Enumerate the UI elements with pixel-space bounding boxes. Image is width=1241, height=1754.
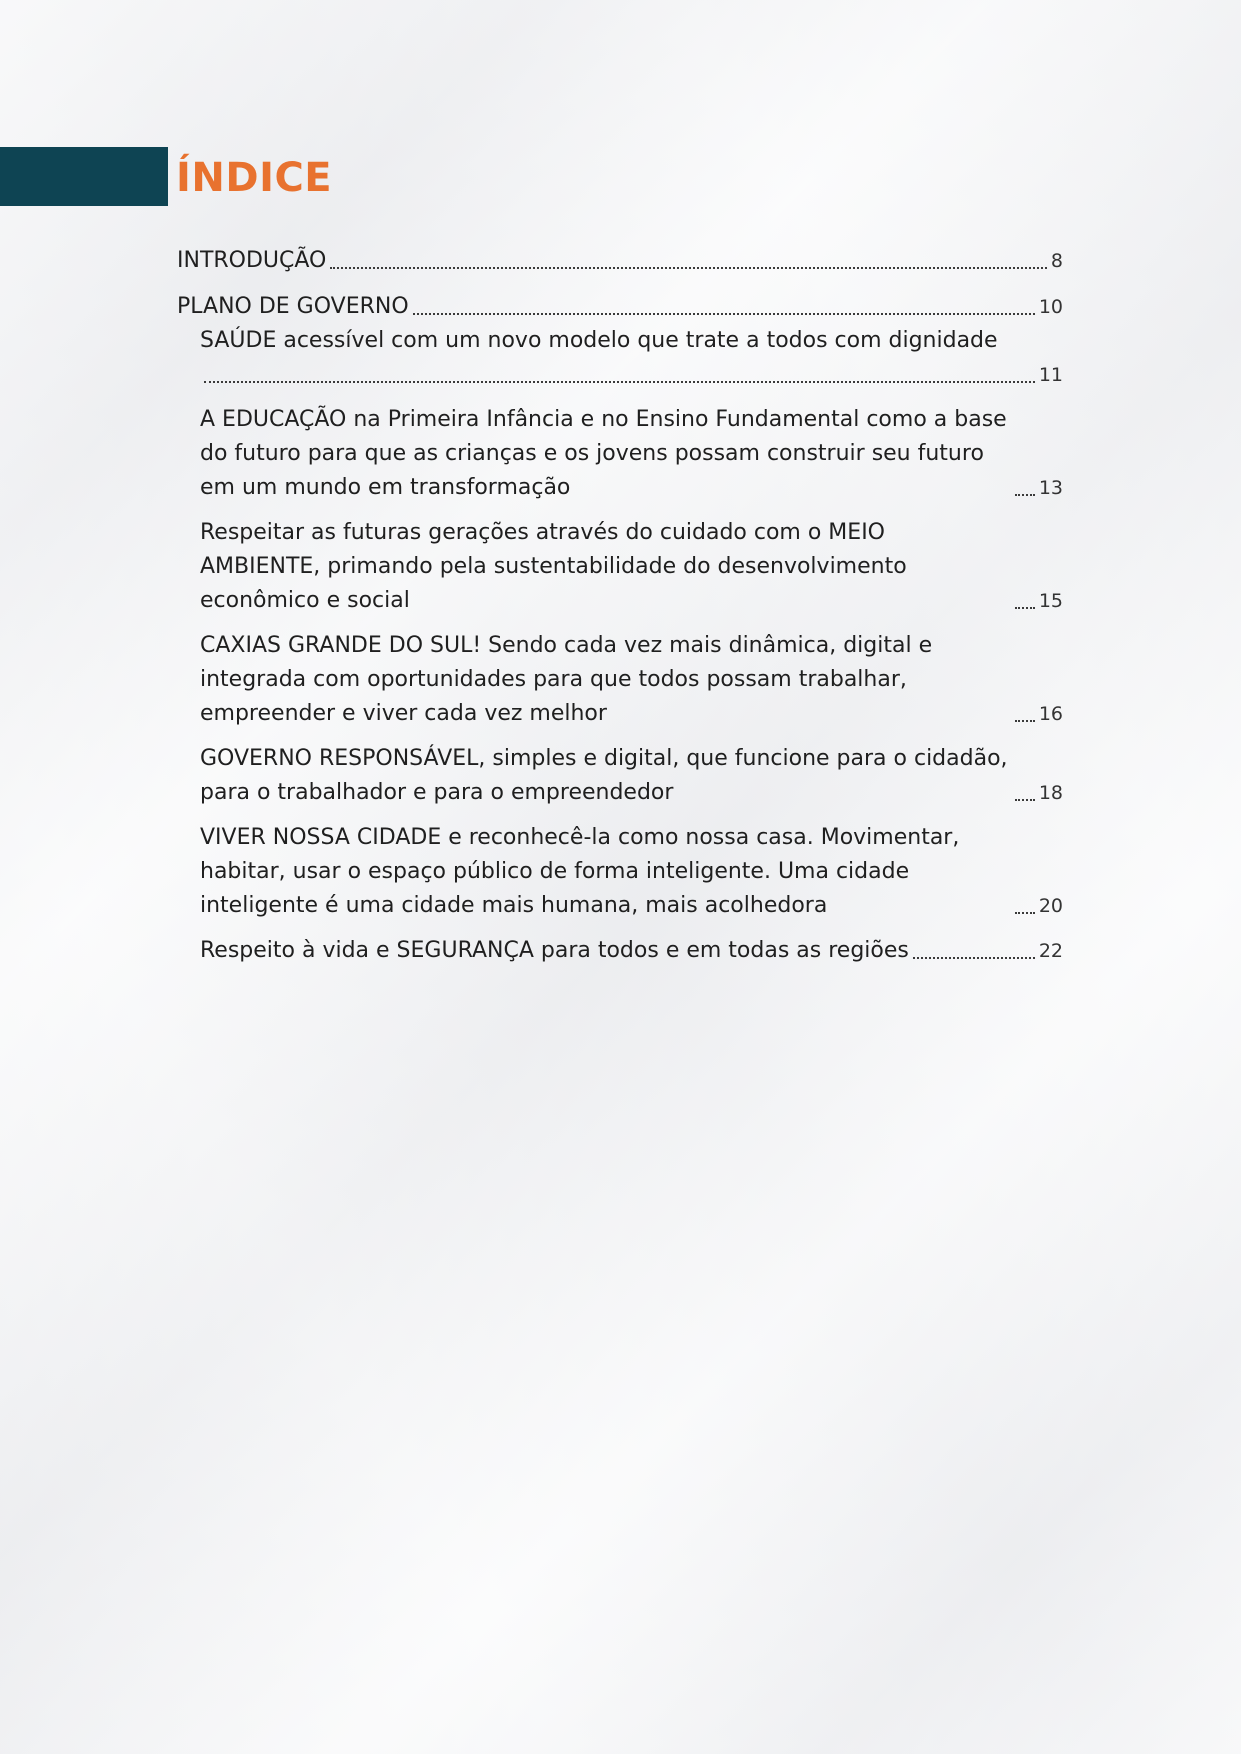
toc-entry-meio-ambiente[interactable]	[200, 516, 1063, 618]
toc-entry-introducao[interactable]	[177, 232, 1063, 278]
dot-leader	[413, 313, 1035, 315]
toc-entry-label: A EDUCAÇÃO na Primeira Infância e no Ensino Fundamental como a base do futuro para que as crianças e os jovens possam construir seu futuro em um mundo em transformação	[200, 407, 1007, 500]
toc-entry-label: Respeitar as futuras gerações através do cuidado com o MEIO AMBIENTE, primando pela sustentabilidade do desenvolvimento econômico e social	[200, 520, 907, 613]
toc-entry-label: VIVER NOSSA CIDADE e reconhecê-la como nossa casa. Movimentar, habitar, usar o espaço público de forma inteligente. Uma cidade inteligente é uma cidade mais humana, mais acolhedora	[200, 825, 960, 918]
dot-leader	[1015, 720, 1035, 722]
toc-page-number: 11	[1038, 364, 1063, 386]
toc-entry-label: CAXIAS GRANDE DO SUL! Sendo cada vez mais dinâmica, digital e integrada com oportunidades para que todos possam trabalhar, empreender e viver cada vez melhor	[200, 633, 933, 726]
toc-page-number: 16	[1038, 703, 1063, 725]
toc-page-number: 20	[1038, 895, 1063, 917]
toc-entry-label: GOVERNO RESPONSÁVEL, simples e digital, que funcione para o cidadão, para o trabalhador e para o empreendedor	[200, 746, 1008, 805]
toc-entry-viver-nossa-cidade[interactable]	[200, 821, 1063, 923]
toc-entry-label: PLANO DE GOVERNO	[177, 294, 409, 319]
dot-leader	[1015, 607, 1035, 609]
toc-entry-governo-responsavel[interactable]	[200, 742, 1063, 810]
toc-entry-educacao[interactable]	[200, 403, 1063, 505]
toc-page-number: 10	[1038, 296, 1063, 318]
dot-leader	[330, 267, 1047, 269]
toc-page-number: 18	[1038, 782, 1063, 804]
toc-leader-line	[200, 358, 1063, 392]
toc-page-number: 22	[1038, 940, 1063, 962]
table-of-contents	[177, 232, 1063, 968]
dot-leader	[204, 381, 1035, 383]
toc-entry-label: Respeito à vida e SEGURANÇA para todos e em todas as regiões	[200, 938, 909, 963]
toc-entry-caxias-grande-do-sul[interactable]	[200, 629, 1063, 731]
dot-leader	[1015, 912, 1035, 914]
toc-entry-plano-de-governo[interactable]	[177, 278, 1063, 324]
dot-leader	[1015, 799, 1035, 801]
toc-entry-label: INTRODUÇÃO	[177, 248, 327, 273]
toc-page-number: 13	[1038, 477, 1063, 499]
toc-page-number: 8	[1050, 250, 1063, 272]
page-title: ÍNDICE	[176, 155, 333, 201]
toc-entry-seguranca[interactable]	[200, 934, 1063, 968]
toc-entry-label: SAÚDE acessível com um novo modelo que trate a todos com dignidade	[200, 328, 998, 353]
toc-entry-saude[interactable]	[200, 324, 1063, 392]
dot-leader	[1015, 494, 1035, 496]
dot-leader	[913, 957, 1035, 959]
toc-page-number: 15	[1038, 590, 1063, 612]
title-accent-bar	[0, 147, 168, 206]
